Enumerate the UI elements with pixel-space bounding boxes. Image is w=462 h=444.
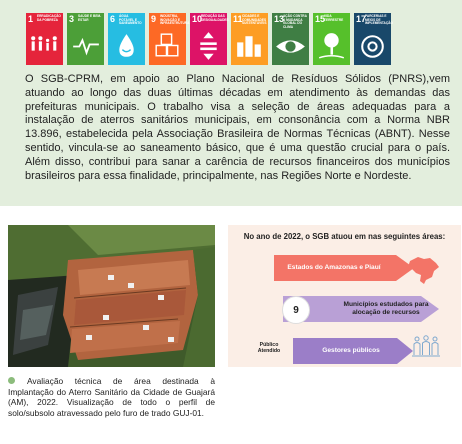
- states-label: Estados do Amazonas e Piauí: [287, 264, 381, 272]
- sdg-goal-title: AÇÃO CONTRA A MUDANÇA GLOBAL DO CLIMA: [283, 14, 307, 29]
- audience-arrow: [293, 338, 413, 364]
- stats-infographic: [228, 225, 461, 367]
- landfill-site-photo: [8, 225, 215, 367]
- caption-text: Avaliação técnica de área destinada à Implantação do Aterro Sanitário da Cidade de Guajará (AM), 2022. Visualização de todo o perfil de solo/subsolo atravessado pelo furo de trado GUJ-01.: [8, 376, 215, 418]
- sdg-goal-title: ERRADICAÇÃO DA POBREZA: [37, 14, 61, 22]
- sdg-goal-number: 17: [356, 14, 367, 24]
- intro-panel: [0, 0, 462, 206]
- caption-bullet-icon: [8, 377, 15, 384]
- sdg-goal-number: 11: [233, 14, 243, 24]
- sdg-goal-title: VIDA TERRESTRE: [324, 14, 344, 22]
- audience-value: Gestores públicos: [322, 347, 380, 355]
- brazil-map-icon: [406, 255, 440, 285]
- sdg-goal-number: 1: [28, 14, 34, 24]
- sdg-goal-number: 15: [315, 14, 326, 24]
- photo-caption: [8, 376, 215, 418]
- sdg-goal-number: 10: [192, 14, 203, 24]
- sdg-goal-13-tile: [272, 13, 309, 65]
- municipalities-label: Municípios estudados para alocação de recursos: [343, 301, 429, 316]
- sdg-goal-title: PARCERIAS E MEIOS DE IMPLEMENTAÇÃO: [365, 14, 393, 26]
- water-drop-icon: [108, 28, 145, 65]
- sdg-goal-number: 3: [69, 14, 75, 24]
- sdg-goal-title: CIDADES E COMUNIDADES SUSTENTÁVEIS: [242, 14, 267, 26]
- sdg-goal-1-tile: [26, 13, 63, 65]
- heartbeat-icon: [67, 28, 104, 65]
- intro-paragraph: O SGB-CPRM, em apoio ao Plano Nacional de Resíduos Sólidos (PNRS),vem atuando ao longo das duas últimas décadas em atendimento às demandas das prefeituras municipais. O trabalho visa a seleção de áreas adequadas para a instalação de aterros sanitários municipais, em consonância com a Norma NBR 13.896, estabelecida pela Associação Brasileira de Normas Técnicas (ABNT). Nesse sentido, vincula-se ao saneamento básico, que é uma questão crucial para o país. Além disso, contribui para sanar a carência de recursos financeiros dos municípios brasileiros para essa finalidade, principalmente, nas Regiões Norte e Nordeste.: [25, 73, 450, 182]
- sdg-goal-title: REDUÇÃO DAS DESIGUALDADES: [201, 14, 229, 22]
- partnership-icon: [354, 28, 391, 65]
- sdg-goal-9-tile: [149, 13, 190, 65]
- audience-label: Público Atendido: [257, 342, 281, 354]
- globe-eye-icon: [272, 28, 309, 65]
- sdg-goal-11-tile: [231, 13, 268, 65]
- sdg-goal-number: 6: [110, 14, 116, 24]
- people-icon: [26, 28, 63, 65]
- tree-icon: [313, 28, 350, 65]
- equality-icon: [190, 28, 227, 65]
- sdg-goal-number: 9: [151, 14, 157, 24]
- sdg-goal-title: SAÚDE E BEM-ESTAR: [78, 14, 102, 22]
- sdg-goal-title: INDÚSTRIA, INOVAÇÃO E INFRAESTRUTURA: [160, 14, 190, 26]
- sdg-goal-6-tile: [108, 13, 145, 65]
- sdg-icon-row: [26, 13, 391, 65]
- sdg-goal-title: ÁGUA POTÁVEL E SANEAMENTO: [119, 14, 142, 26]
- sdg-goal-15-tile: [313, 13, 350, 65]
- municipalities-count: 9: [282, 296, 310, 324]
- infographic-title: No ano de 2022, o SGB atuou em nas seguintes áreas:: [243, 232, 446, 241]
- sdg-goal-17-tile: [354, 13, 391, 65]
- cubes-icon: [149, 28, 186, 65]
- buildings-icon: [231, 28, 268, 65]
- sdg-goal-number: 13: [274, 14, 285, 24]
- sdg-goal-3-tile: [67, 13, 104, 65]
- states-arrow: [274, 255, 414, 281]
- sdg-goal-10-tile: [190, 13, 227, 65]
- group-of-people-icon: [412, 335, 440, 357]
